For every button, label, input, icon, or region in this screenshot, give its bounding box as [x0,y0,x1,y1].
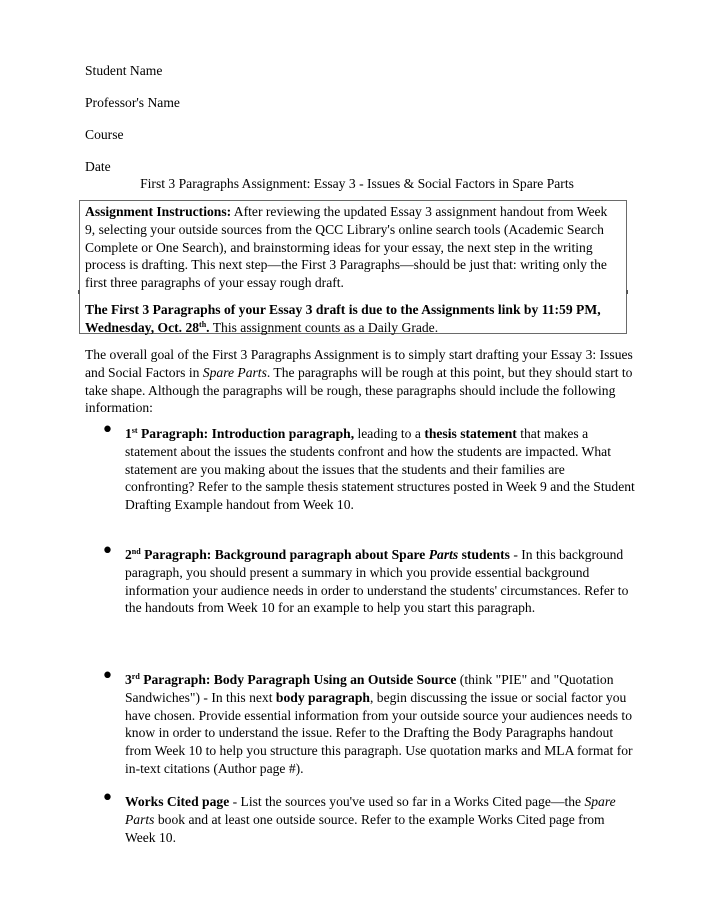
instructions-label: Assignment Instructions: [85,204,232,219]
due-date-text: The First 3 Paragraphs of your Essay 3 draft is due to the Assignments link by 11:59 PM, Wednesday, Oct. 28 [85,301,601,335]
intro-paragraph [85,346,635,417]
p3-text-b: , begin discussing the issue or social factor you have chosen. Provide essential information from your outside source your audiences needs to know in order to understand the issue. Refer to the Drafting the Body Paragraphs handout from Week 10 to help you structure this paragraph. Use quotation marks and MLA format for in-text citations (Author page #). [125,689,633,776]
p1-thesis: thesis statement [424,426,517,441]
p1-heading: Paragraph: Introduction paragraph, [137,426,355,441]
grade-note: This assignment counts as a Daily Grade. [209,319,439,335]
p3-suffix: rd [131,672,140,681]
p2-number: 2 [125,547,132,562]
p4-text-b: book and at least one outside source. Refer to the example Works Cited page from Week 10. [125,811,605,845]
professor-name: Professor's Name [85,95,180,110]
instructions-box [79,200,627,334]
instructions-paragraph [85,203,620,292]
p4-book-title: Spare Parts [125,794,616,827]
p2-heading: Paragraph: Background paragraph about Spare [140,547,429,562]
p2-text: - In this background paragraph, you should present a summary in which you provide essential background information your audience needs in order to understand the students' circumstances. Refer to the handouts from Week 10 for an example to help you start this paragraph. [125,547,629,616]
p1-text-a: leading to a [354,426,425,441]
bullet-icon: • [101,539,114,564]
list-item-paragraph-3 [101,664,635,778]
bullet-icon: • [101,786,114,811]
bullet-icon: • [101,664,114,689]
list-item-paragraph-2 [101,539,635,617]
p1-text-b: that makes a statement about the issues the students confront and how the students are impacted. What statement are you making about the issues that the students and their families are confronting? Refer to the sample thesis statement structures posted in Week 9 and the Student Drafting Example handout from Week 10. [125,426,635,513]
box-divider [78,290,628,294]
assignment-title: First 3 Paragraphs Assignment: Essay 3 - Issues & Social Factors in Spare Parts [140,176,574,191]
p3-text-a: (think "PIE" and "Quotation Sandwiches") - In this next [125,672,614,705]
p1-number: 1 [125,426,132,441]
intro-text-b: . The paragraphs will be rough at this point, but they should start to take shape. Although the paragraphs will be rough, these paragraphs should include the following information: [85,364,633,416]
p2-suffix: nd [131,547,141,556]
intro-book-title: Spare Parts [202,364,267,380]
p3-heading: Paragraph: Body Paragraph Using an Outside Source [139,672,457,687]
p2-heading-end: students [458,547,510,562]
due-date-paragraph [85,301,620,337]
course-name: Course [85,127,124,142]
p4-heading: Works Cited page [125,794,230,809]
p3-number: 3 [125,672,132,687]
list-item-paragraph-1 [101,418,635,514]
intro-text-a: The overall goal of the First 3 Paragraphs Assignment is to simply start drafting your Essay 3: Issues and Social Factors in [85,347,633,380]
p2-heading-italic: Parts [428,547,459,562]
bullet-icon: • [101,418,114,443]
due-date-period: . [206,319,210,335]
p1-suffix: st [131,426,138,435]
list-item-works-cited [101,786,635,846]
due-date-suffix: th [199,319,207,329]
instructions-text: After reviewing the updated Essay 3 assignment handout from Week 9, selecting your outside sources from the QCC Library's online search tools (Academic Search Complete or One Search), and brainstorming ideas for your essay, the next step in the writing process is drafting. This next step—the First 3 Paragraphs—should be just that: writing only the first three paragraphs of your essay rough draft. [85,204,608,291]
date: Date [85,159,111,174]
p3-body-paragraph: body paragraph [275,689,370,705]
student-name: Student Name [85,63,163,78]
p4-text-a: - List the sources you've used so far in a Works Cited page—the [229,794,585,809]
